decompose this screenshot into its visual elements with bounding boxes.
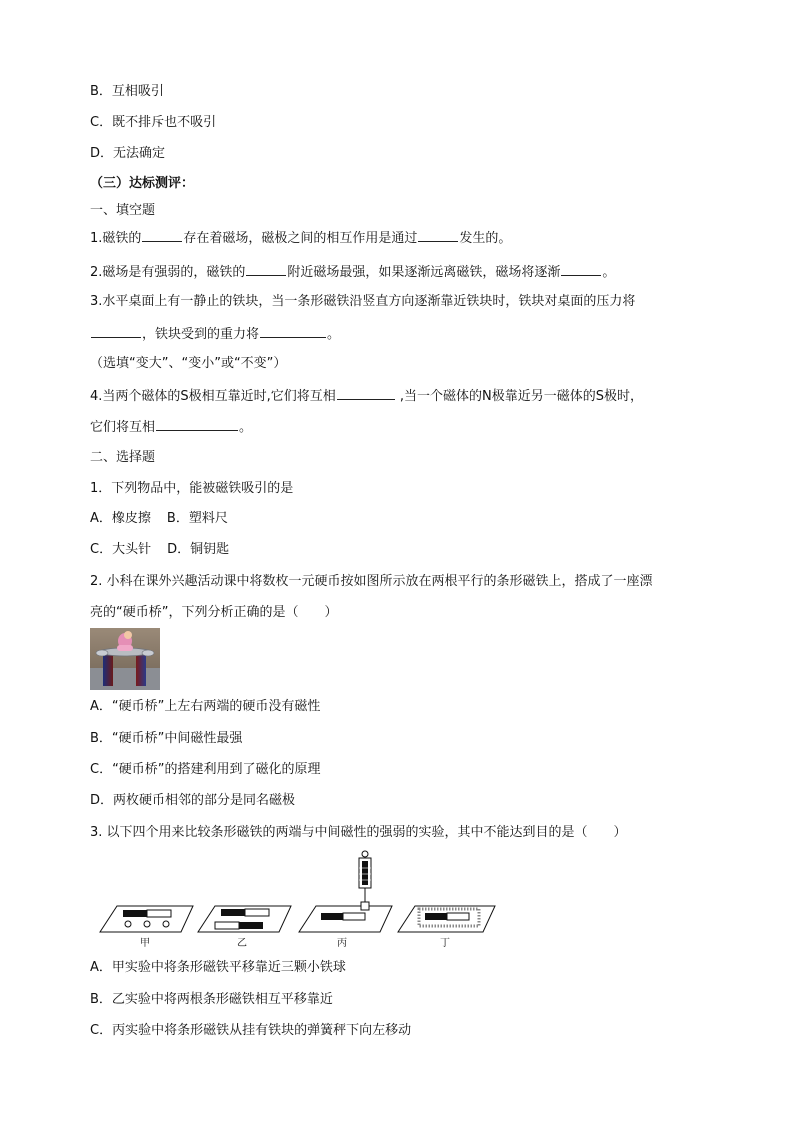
choice-q1-options-ab <box>90 510 228 528</box>
answer-blank <box>418 228 458 242</box>
fill-q4-text4: 。 <box>239 420 253 435</box>
choice-q2-stem-line1: 2. 小科在课外兴趣活动课中将数枚一元硬币按如图所示放在两根平行的条形磁铁上，搭成了一座漂 <box>90 574 653 589</box>
choice-q3-a: A．甲实验中将条形磁铁平移靠近三颗小铁球 <box>90 960 346 975</box>
fill-heading: 一、填空题 <box>90 203 156 218</box>
answer-blank <box>337 386 395 400</box>
fill-q1-text2: 存在着磁场，磁极之间的相互作用是通过 <box>183 231 418 246</box>
choice-q1-stem: 1．下列物品中，能被磁铁吸引的是 <box>90 481 294 496</box>
label-yi: 乙 <box>237 938 247 949</box>
choice-q1-options-cd <box>90 541 229 559</box>
fill-q3-line1: 3.水平桌面上有一静止的铁块，当一条形磁铁沿竖直方向逐渐靠近铁块时，铁块对桌面的压力将 <box>90 294 636 309</box>
fill-q4-line2 <box>90 417 252 437</box>
option-d: D．无法确定 <box>90 146 166 161</box>
choice-q1-a: A．橡皮擦 <box>90 511 151 526</box>
option-b: B．互相吸引 <box>90 84 164 99</box>
option-c: C．既不排斥也不吸引 <box>90 115 217 130</box>
fill-q1-text1: 1.磁铁的 <box>90 231 142 246</box>
answer-blank <box>142 228 182 242</box>
fill-q3-text3: 。 <box>327 327 341 342</box>
answer-blank <box>91 324 141 338</box>
choice-q3-c: C．丙实验中将条形磁铁从挂有铁块的弹簧秤下向左移动 <box>90 1023 412 1038</box>
fill-q4-text3: 它们将互相 <box>90 420 156 435</box>
fill-q3-note: （选填“变大”、“变小”或“不变”） <box>90 356 287 371</box>
fill-q1 <box>90 228 511 248</box>
choice-heading: 二、选择题 <box>90 450 156 465</box>
answer-blank <box>561 262 601 276</box>
answer-blank <box>156 417 238 431</box>
label-bing: 丙 <box>337 938 347 949</box>
fill-q1-text3: 发生的。 <box>459 231 512 246</box>
choice-q2-d: D．两枚硬币相邻的部分是同名磁极 <box>90 793 296 808</box>
fill-q2 <box>90 262 615 282</box>
fill-q2-text3: 。 <box>602 265 616 280</box>
label-ding: 丁 <box>440 938 450 949</box>
fill-q3-text2: ，铁块受到的重力将 <box>142 327 260 342</box>
magnet-experiments-diagram <box>97 850 501 952</box>
fill-q4-text1: 4.当两个磁体的S极相互靠近时,它们将互相 <box>90 389 336 404</box>
choice-q2-stem-line2: 亮的“硬币桥”，下列分析正确的是（ ） <box>90 605 338 620</box>
coin-bridge-photo <box>90 628 160 690</box>
fill-q2-text2: 附近磁场最强，如果逐渐远离磁铁，磁场将逐渐 <box>287 265 561 280</box>
fill-q3-line2 <box>90 324 340 344</box>
answer-blank <box>260 324 326 338</box>
section-title: （三）达标测评： <box>90 176 195 191</box>
fill-q4-line1 <box>90 386 643 406</box>
choice-q1-c: C．大头针 <box>90 542 152 557</box>
fill-q2-text1: 2.磁场是有强弱的，磁铁的 <box>90 265 246 280</box>
answer-blank <box>246 262 286 276</box>
fill-q4-text2: ,当一个磁体的N极靠近另一磁体的S极时， <box>395 389 644 404</box>
label-jia: 甲 <box>140 938 150 949</box>
choice-q2-b: B．“硬币桥”中间磁性最强 <box>90 731 243 746</box>
choice-q3-b: B．乙实验中将两根条形磁铁相互平移靠近 <box>90 992 333 1007</box>
choice-q3-stem: 3. 以下四个用来比较条形磁铁的两端与中间磁性的强弱的实验，其中不能达到目的是（ ） <box>90 825 627 840</box>
choice-q1-d: D．铜钥匙 <box>167 542 230 557</box>
choice-q2-a: A．“硬币桥”上左右两端的硬币没有磁性 <box>90 699 321 714</box>
choice-q2-c: C．“硬币桥”的搭建利用到了磁化的原理 <box>90 762 321 777</box>
choice-q1-b: B．塑料尺 <box>166 511 228 526</box>
